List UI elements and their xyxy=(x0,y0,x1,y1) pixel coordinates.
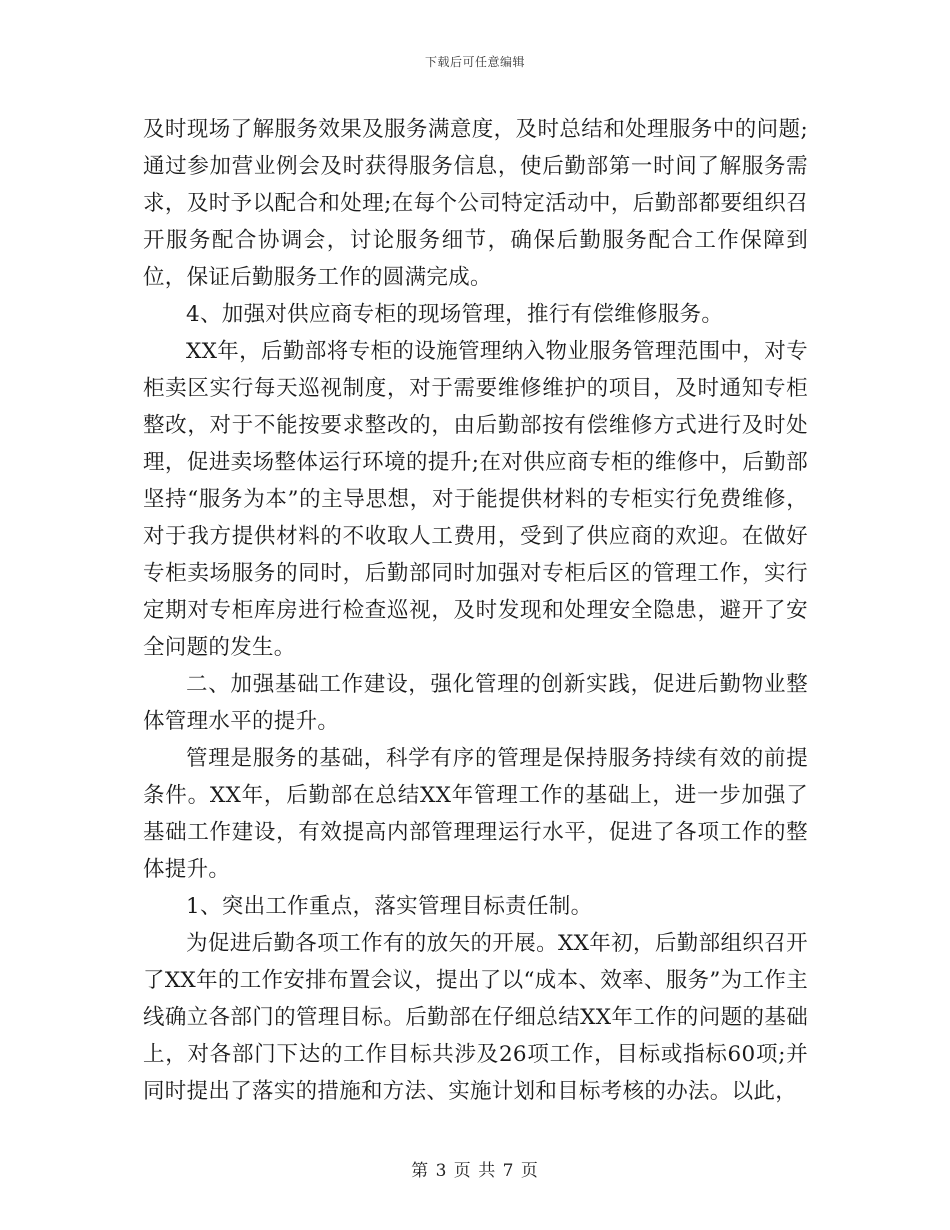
paragraph-heading-1: 1、突出工作重点，落实管理目标责任制。 xyxy=(186,894,593,919)
page-number-footer: 第 3 页 共 7 页 xyxy=(411,1161,539,1181)
paragraph-body: 为促进后勤各项工作有的放矢的开展。XX年初，后勤部组织召开了XX年的工作安排布置会议，提出了以“成本、效率、服务”为工作主线确立各部门的管理目标。后勤部在仔细总结XX年工作的问题的基础上，对各部门下达的工作目标共涉及26项工作，目标或指标60项;并同时提出了落实的措施和方法、实施计划和目标考核的办法。以此， xyxy=(143,931,808,1104)
paragraph-continuation: 及时现场了解服务效果及服务满意度，及时总结和处理服务中的问题;通过参加营业例会及时获得服务信息，使后勤部第一时间了解服务需求，及时予以配合和处理;在每个公司特定活动中，后勤部都要组织召开服务配合协调会，讨论服务细节，确保后勤服务配合工作保障到位，保证后勤服务工作的圆满完成。 xyxy=(143,117,808,290)
paragraph-section-heading-2: 二、加强基础工作建设，强化管理的创新实践，促进后勤物业整体管理水平的提升。 xyxy=(143,672,808,734)
paragraph-body: 管理是服务的基础，科学有序的管理是保持服务持续有效的前提条件。XX年，后勤部在总结XX年管理工作的基础上，进一步加强了基础工作建设，有效提高内部管理理运行水平，促进了各项工作的整体提升。 xyxy=(143,746,808,882)
paragraph-heading-4: 4、加强对供应商专柜的现场管理，推行有偿维修服务。 xyxy=(186,302,724,327)
page-header: 下载后可任意编辑 xyxy=(424,55,525,69)
document-body xyxy=(143,111,808,1110)
paragraph-body: XX年，后勤部将专柜的设施管理纳入物业服务管理范围中，对专柜卖区实行每天巡视制度，对于需要维修维护的项目，及时通知专柜整改，对于不能按要求整改的，由后勤部按有偿维修方式进行及时处理，促进卖场整体运行环境的提升;在对供应商专柜的维修中，后勤部坚持“服务为本”的主导思想，对于能提供材料的专柜实行免费维修，对于我方提供材料的不收取人工费用，受到了供应商的欢迎。在做好专柜卖场服务的同时，后勤部同时加强对专柜后区的管理工作，实行定期对专柜库房进行检查巡视，及时发现和处理安全隐患，避开了安全问题的发生。 xyxy=(143,339,808,660)
